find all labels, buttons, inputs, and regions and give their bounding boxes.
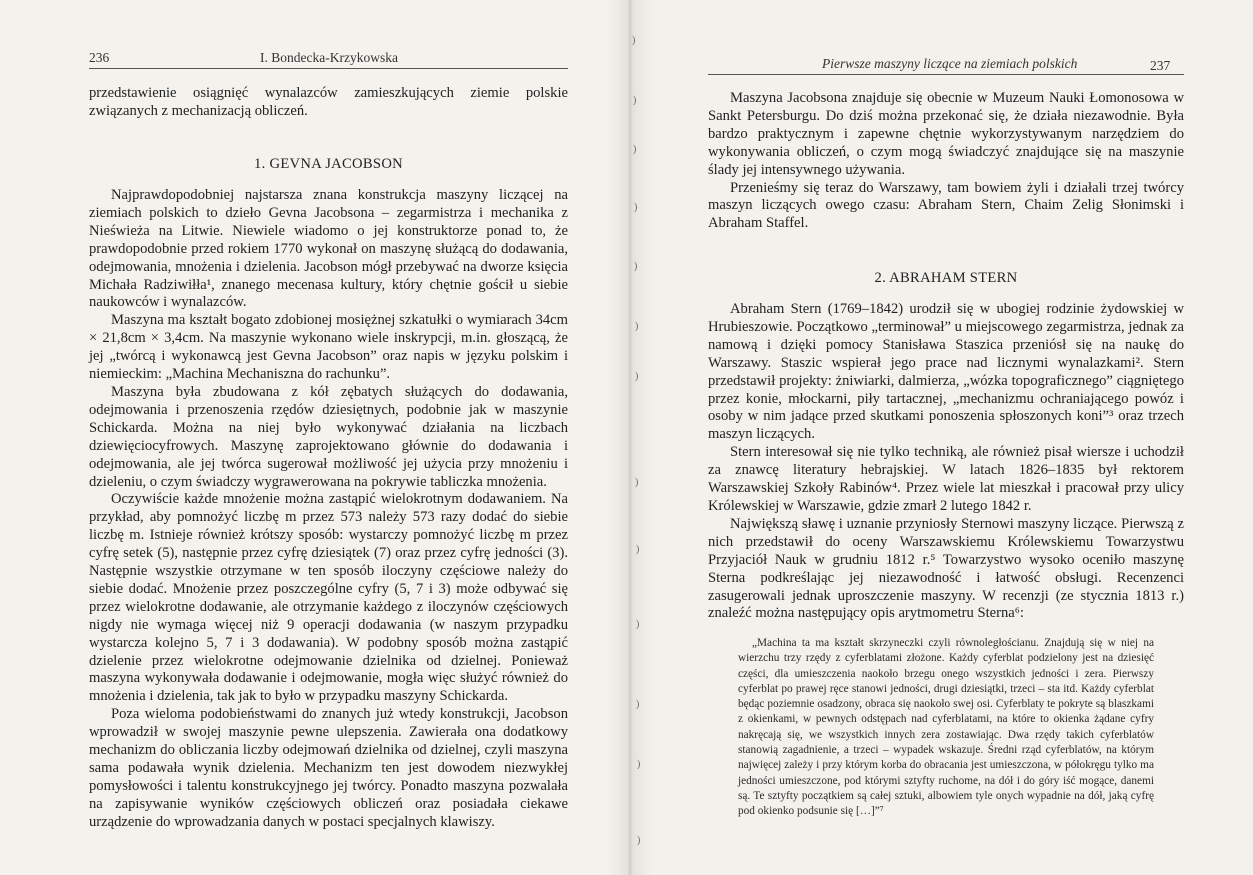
gutter-mark: ) [636,544,640,555]
intro-paragraph: przedstawienie osiągnięć wynalazców zamieszkujących ziemie polskie związanych z mechanizacją obliczeń. [89,85,568,119]
right-body-text [708,301,1184,623]
paragraph: Oczywiście każde mnożenie można zastąpić wielokrotnym dodawaniem. Na przykład, aby pomnożyć liczbę m przez 573 należy 573 razy dodać do siebie liczbę m. Istnieje również krótszy sposób: wystarczy pomnożyć liczbę m przez cyfrę setek (5), następnie przez cyfrę dziesiątek (7) oraz przez cyfrę jedności (3). Następnie wszystkie otrzymane w ten sposób iloczyny częściowe należy do siebie dodać. Mnożenie przez poszczególne cyfry (5, 7 i 3) może odbywać się przez wielokrotne dodawanie, ale otrzymanie każdego z iloczynów częściowych nigdy nie wymaga więcej niż 9 operacji dodawania (w naszym przypadku wystarcza kolejno 5, 7 i 3 dodawania). W podobny sposób można zastąpić dzielenie przez wielokrotne odejmowanie dzielnika od dzielnej. Ponieważ maszyna wykonywała dodawanie i odejmowanie, mogła więc służyć również do mnożenia i dzielenia, tak jak to było w przypadku maszyny Schickarda. [89,491,568,705]
header-rule-left [89,68,568,69]
gutter-mark: ) [633,144,637,155]
paragraph: Maszyna Jacobsona znajduje się obecnie w Muzeum Nauki Łomonosowa w Sankt Petersburgu. Do dziś można przekonać się, że działa niezawodnie. Była bardzo praktycznym i zapewne chętnie wykorzystywanym narzędziem do wykonywania obliczeń, o czym mogą świadczyć znajdujące się na maszynie ślady jej intensywnego używania. [708,90,1184,178]
gutter-mark: ) [637,835,641,846]
gutter-mark: ) [632,35,636,46]
page-number-left: 236 [89,50,110,65]
paragraph: Poza wieloma podobieństwami do znanych już wtedy konstrukcji, Jacobson wprowadził w swojej maszynie pewne ulepszenia. Zawierała ona dodatkowy mechanizm do obliczania liczby odejmowań dzielnika od dzielnej, czyli maszyna sama podawała wynik dzielenia. Mechanizm ten jest dowodem niezwykłej pomysłowości i talentu konstrukcyjnego jej twórcy. Ponadto maszyna pozwalała na zapisywanie wyników częściowych obliczeń oraz posiadała ciekawe urządzenie do wprowadzania danych w postaci specjalnych klawiszy. [89,706,568,830]
paragraph: Maszyna ma kształt bogato zdobionej mosiężnej szkatułki o wymiarach 34cm × 21,8cm × 3,4cm. Na maszynie wykonano wiele inskrypcji, m.in. głoszącą, że jej „twórcą i wykonawcą jest Gevna Jacobson” oraz napis w języku polskim i niemieckim: „Machina Mechaniszna do rachunku”. [89,312,568,383]
quote-text: „Machina ta ma kształt skrzyneczki czyli równoległościanu. Znajdują się w niej na wierzchu trzy rzędy z cyferblatami złożone. Każdy cyferblat podzielony jest na dziesięć części, dla umieszczenia naokoło brzegu onego wszystkich jedności i zera. Pierwszy cyferblat po prawej ręce stanowi jedności, drugi dziesiątki, trzeci – sta itd. Każdy cyferblat będąc poziemnie osadzony, obraca się naokoło swej osi. Cyferblaty te pokryte są blaszkami z okienkami, w pewnych odstępach nad cyferblatami, na które to okienka żądane cyfry nakręcają się, we wszystkich innych zera zostawiając. Dwa rzędy takich cyferblatów stanowią zagadnienie, a trzeci – wypadek wskazuje. Średni rząd cyferblatów, na którym najwięcej zależy i przy którym korba do obracania jest umieszczona, w półokręgu tylko ma jedności umieszczone, pod którymi sztyfty ruchome, na dół i do góry iść mogące, danemi są. Te sztyfty początkiem są całej sztuki, albowiem tyle onych wypadnie na dół, jaką cyfrę pod okienko podsunie się […]”⁷ [738,637,1154,818]
gutter-mark: ) [636,619,640,630]
header-rule-right [708,74,1184,75]
right-top-text [708,90,1184,233]
running-head-author: I. Bondecka-Krzykowska [260,50,398,65]
paragraph: Maszyna była zbudowana z kół zębatych służących do dodawania, odejmowania i przenoszenia rzędów dziesiętnych, podobnie jak w maszynie Schickarda. Można na niej było wykonywać działania na liczbach dziewięciocyfrowych. Maszynę zaprojektowano głównie do dodawania i odejmowania, ale jej twórca sugerował możliwość jej użycia przy mnożeniu i dzieleniu, o czym świadczy wygrawerowana na pokrywie tabliczka mnożenia. [89,383,568,490]
right-page [636,0,1253,875]
left-body-text [89,187,568,832]
gutter-mark: ) [634,202,638,213]
left-intro-block [89,85,568,121]
gutter-mark: ) [633,95,637,106]
paragraph: Największą sławę i uznanie przyniosły Sternowi maszyny liczące. Pierwszą z nich przedstawił do oceny Warszawskiemu Królewskiemu Towarzystwu Przyjaciół Nauk w grudniu 1812 r.⁵ Towarzystwo wysoko oceniło maszynę Sterna podkreślając jej niezawodność i łatwość obsługi. Recenzenci zasugerowali jednak uproszczenie maszyny. W recenzji (ze stycznia 1813 r.) znaleźć można następujący opis arytmometru Sterna⁶: [708,515,1184,622]
running-head-title: Pierwsze maszyny liczące na ziemiach polskich [822,56,1078,71]
paragraph: Abraham Stern (1769–1842) urodził się w ubogiej rodzinie żydowskiej w Hrubieszowie. Początkowo „terminował” u miejscowego zegarmistrza, jednak za namową i dzięki pomocy Stanisława Staszica przeniósł się na naukę do Warszawy. Staszic wspierał jego prace nad licznymi wynalazkami². Stern przedstawił projekty: żniwiarki, dalmierza, „wózka topograficznego” ciągniętego przez konie, młockarni, piły tartacznej, „mechanizmu ochraniającego powóz i osoby w nim jadące przed skutkami ponoszenia spłoszonych koni”³ oraz trzech maszyn liczących. [708,301,1184,443]
left-page [0,0,620,875]
paragraph: Przenieśmy się teraz do Warszawy, tam bowiem żyli i działali trzej twórcy maszyn liczących owego czasu: Abraham Stern, Chaim Zelig Słonimski i Abraham Staffel. [708,179,1184,232]
gutter-mark: ) [636,699,640,710]
block-quote [738,636,1154,820]
section-heading-jacobson: 1. GEVNA JACOBSON [253,156,404,172]
gutter-mark: ) [635,477,639,488]
book-gutter [606,0,654,875]
gutter-mark: ) [637,759,641,770]
gutter-mark: ) [635,371,639,382]
paragraph: Stern interesował się nie tylko techniką, ale również pisał wiersze i uchodził za znawcę literatury hebrajskiej. W latach 1826–1835 był rektorem Warszawskiej Szkoły Rabinów⁴. Przez wiele lat mieszkał i pracował przy ulicy Królewskiej w Warszawie, gdzie zmarł 2 lutego 1842 r. [708,444,1184,514]
section-heading-stern: 2. ABRAHAM STERN [874,270,1018,286]
paragraph: Najprawdopodobniej najstarsza znana konstrukcja maszyny liczącej na ziemiach polskich to dzieło Gevna Jacobsona – zegarmistrza i mechanika z Nieświeża na Litwie. Niewiele wiadomo o jej konstruktorze ponad to, że prawdopodobnie przed rokiem 1770 wykonał on maszynę służącą do dodawania, odejmowania, mnożenia i dzielenia. Jacobson mógł przebywać na dworze księcia Michała Radziwiłła¹, znanego mecenasa kultury, który chętnie gościł u siebie naukowców i wynalazców. [89,187,568,311]
page-number-right: 237 [1150,58,1171,73]
gutter-mark: ) [635,321,639,332]
gutter-mark: ) [634,261,638,272]
